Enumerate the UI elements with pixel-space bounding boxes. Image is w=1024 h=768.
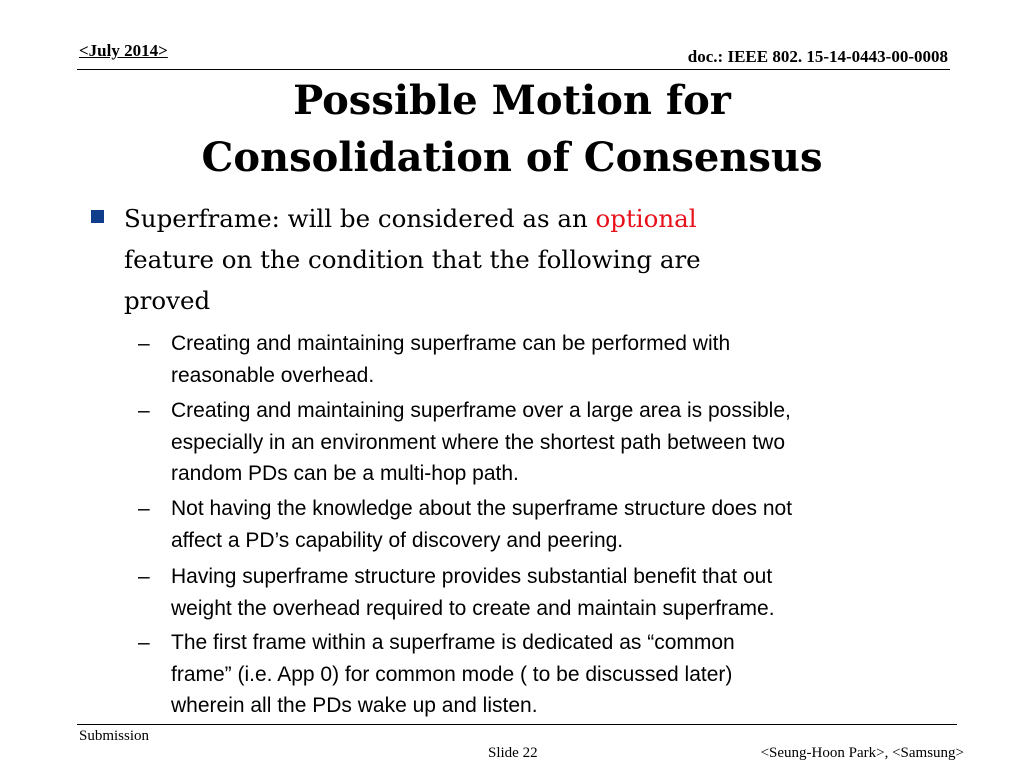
main-bullet-text: Superframe: will be considered as an	[124, 204, 596, 233]
sub-bullet-line: especially in an environment where the shortest path between two	[171, 430, 786, 454]
dash-icon: –	[138, 399, 150, 422]
main-bullet	[124, 198, 884, 321]
header-date: <July 2014>	[79, 41, 168, 60]
footer-submission: Submission	[79, 728, 150, 744]
footer-divider	[77, 724, 957, 725]
sub-bullet-line: random PDs can be a multi-hop path.	[171, 462, 519, 485]
square-bullet-icon	[91, 210, 104, 223]
sub-bullet-line: Not having the knowledge about the superframe structure does not	[171, 497, 793, 520]
dash-icon: –	[138, 631, 150, 654]
dash-icon: –	[138, 565, 150, 588]
sub-bullet-line: frame” (i.e. App 0) for common mode ( to be discussed later)	[171, 662, 733, 686]
sub-bullet-line: The first frame within a superframe is dedicated as “common	[171, 631, 735, 654]
slide-title	[0, 72, 1024, 186]
dash-icon: –	[138, 497, 150, 520]
footer-author: <Seung-Hoon Park>, <Samsung>	[760, 745, 964, 761]
slide-title-line-2: Consolidation of Consensus	[201, 134, 823, 181]
sub-bullet-line: affect a PD’s capability of discovery and peering.	[171, 528, 624, 552]
optional-highlight: optional	[595, 204, 697, 233]
sub-bullet-line: Creating and maintaining superframe can be performed with	[171, 332, 731, 355]
sub-bullet-line: reasonable overhead.	[171, 363, 375, 387]
main-bullet-line-2: feature on the condition that the following are	[124, 245, 701, 274]
main-bullet-line-1	[124, 198, 884, 239]
slide-title-line-1: Possible Motion for	[293, 77, 731, 124]
main-bullet-line-3: proved	[124, 286, 211, 315]
sub-bullet-line: Having superframe structure provides substantial benefit that out	[171, 565, 773, 588]
footer-slide-number: Slide 22	[488, 745, 538, 761]
sub-bullet-line: wherein all the PDs wake up and listen.	[171, 694, 538, 717]
sub-bullet-line: weight the overhead required to create and maintain superframe.	[171, 596, 775, 620]
header-divider	[77, 69, 950, 70]
header-doc-id: doc.: IEEE 802. 15-14-0443-00-0008	[687, 47, 948, 66]
sub-bullet-line: Creating and maintaining superframe over a large area is possible,	[171, 399, 791, 422]
dash-icon: –	[138, 332, 150, 355]
